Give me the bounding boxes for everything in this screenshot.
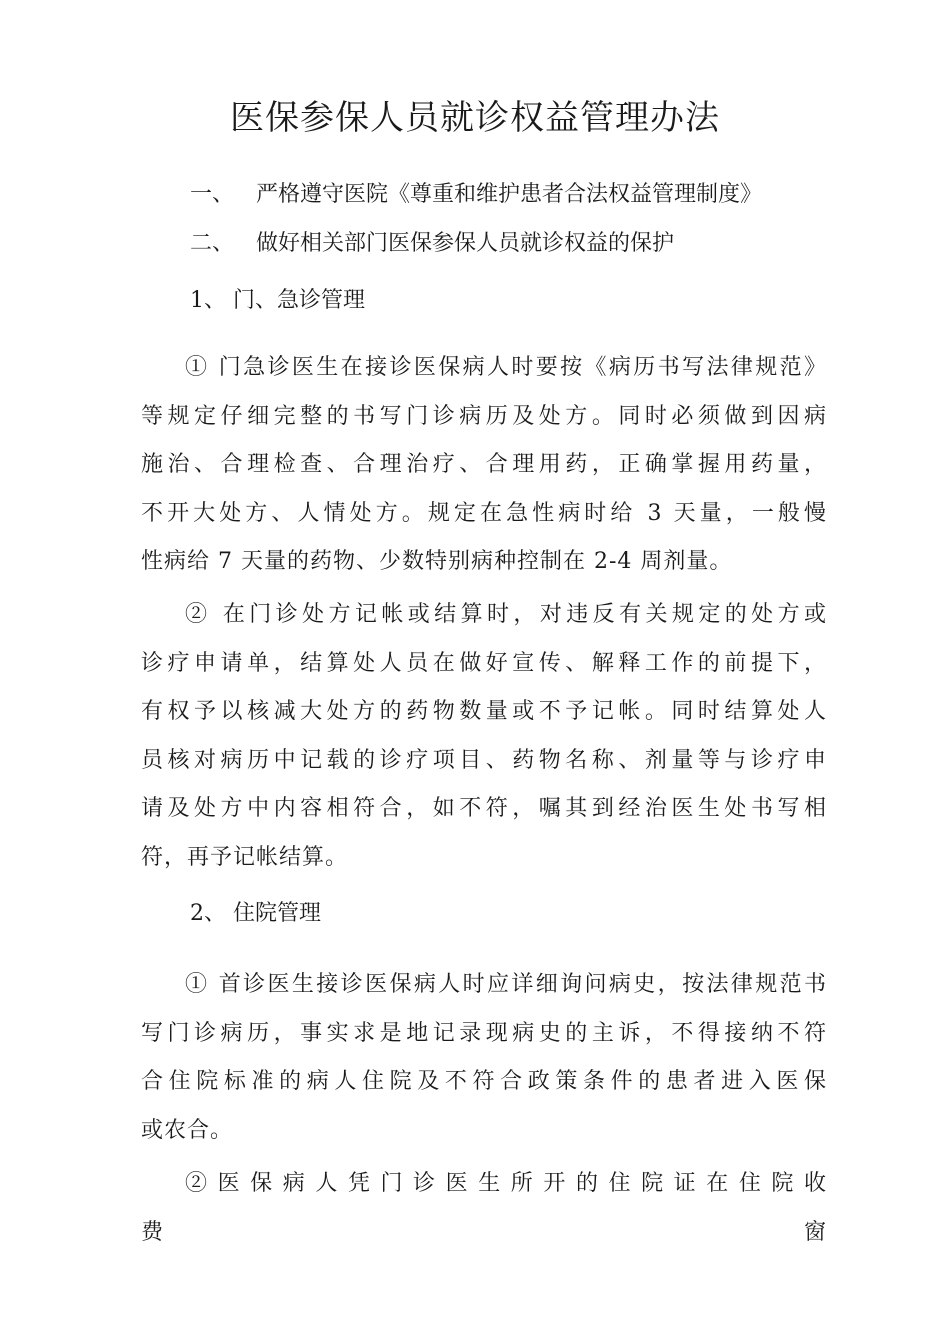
paragraph	[141, 591, 827, 882]
paragraph-line: 诊疗申请单，结算处人员在做好宣传、解释工作的前提下，	[141, 650, 827, 676]
item-text: 严格遵守医院《尊重和维护患者合法权益管理制度》	[256, 182, 763, 207]
paragraph-line: 合住院标准的病人住院及不符合政策条件的患者进入医保	[141, 1069, 827, 1094]
paragraph-line: 施治、合理检查、合理治疗、合理用药，正确掌握用药量，	[141, 452, 827, 477]
paragraph-line: 请及处方中内容相符合，如不符，嘱其到经治医生处书写相	[141, 796, 827, 821]
paragraph-line: 员核对病历中记载的诊疗项目、药物名称、剂量等与诊疗申	[141, 747, 827, 773]
paragraph-line: ① 门急诊医生在接诊医保病人时要按《病历书写法律规范》	[185, 355, 827, 380]
item-number: 一、	[190, 182, 235, 207]
paragraph-line: ② 医 保 病 人 凭 门 诊 医 生 所 开 的 住 院 证 在 住 院 收 费 窗	[141, 1171, 827, 1245]
paragraph-line: ② 在门诊处方记帐或结算时，对违反有关规定的处方或	[185, 602, 827, 627]
paragraph-line: 不开大处方、人情处方。规定在急性病时给 3 天量，一般慢	[141, 500, 827, 526]
list-item	[190, 180, 762, 210]
section-heading: 2、 住院管理	[190, 901, 321, 926]
list-item	[190, 229, 674, 259]
item-number: 二、	[190, 231, 235, 256]
document-title: 医保参保人员就诊权益管理办法	[230, 98, 720, 138]
paragraph	[141, 961, 827, 1155]
section-heading: 1、 门、急诊管理	[190, 288, 365, 313]
paragraph-line: 或农合。	[141, 1117, 234, 1143]
paragraph-line: ① 首诊医生接诊医保病人时应详细询问病史，按法律规范书	[185, 972, 827, 997]
paragraph	[141, 344, 827, 587]
item-text: 做好相关部门医保参保人员就诊权益的保护	[256, 231, 675, 256]
paragraph	[141, 1160, 827, 1257]
paragraph-line: 有权予以核减大处方的药物数量或不予记帐。同时结算处人	[141, 699, 827, 724]
paragraph-line: 性病给 7 天量的药物、少数特别病种控制在 2-4 周剂量。	[141, 549, 733, 574]
paragraph-line: 符，再予记帐结算。	[141, 844, 349, 870]
paragraph-line: 写门诊病历，事实求是地记录现病史的主诉，不得接纳不符	[141, 1020, 827, 1046]
paragraph-line: 等规定仔细完整的书写门诊病历及处方。同时必须做到因病	[141, 403, 827, 429]
